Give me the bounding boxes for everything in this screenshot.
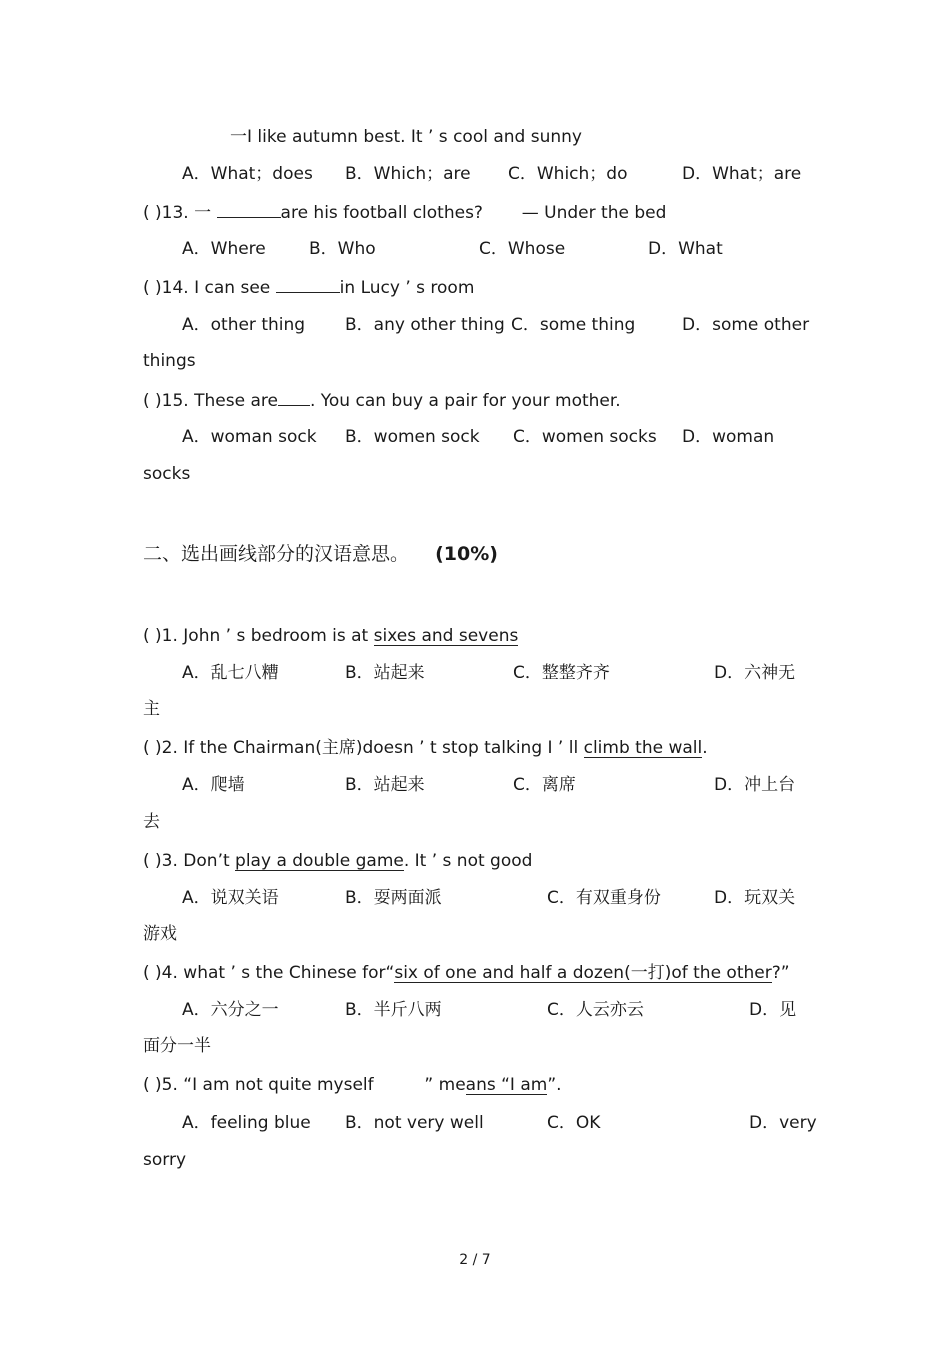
s2q1-paren: ( )1. <box>143 626 178 646</box>
s2q2-option-a: A．爬墙 <box>182 775 245 795</box>
s2q2-option-d: D．冲上台 <box>714 775 796 795</box>
q15-option-b: B．women sock <box>345 427 480 447</box>
s2q5-mid: ” me <box>424 1075 466 1095</box>
section-2-heading <box>143 542 498 566</box>
q13-paren: ( )13. <box>143 203 189 223</box>
s2q2-paren: ( )2. <box>143 738 178 758</box>
s2q2-option-d-wrap: 去 <box>143 812 160 832</box>
s2q3-option-c: C．有双重身份 <box>547 888 661 908</box>
q13-option-c: C．Whose <box>479 239 566 259</box>
q13-blank <box>217 201 281 218</box>
q15-option-c: C．women socks <box>513 427 657 447</box>
q15-blank <box>278 389 310 406</box>
s2q1-prefix: John ’ s bedroom is at <box>183 626 369 646</box>
page-number: 2 / 7 <box>459 1252 491 1268</box>
q13-reply: — Under the bed <box>521 203 667 223</box>
q14-option-a: A．other thing <box>182 315 306 335</box>
s2q5-option-d-wrap: sorry <box>143 1150 186 1170</box>
s2q4-prefix: what ’ s the Chinese for“ <box>183 963 395 983</box>
s2q5-option-c: C．OK <box>547 1113 601 1133</box>
q13-option-d: D．What <box>648 239 723 259</box>
q13-question <box>143 201 666 224</box>
s2q3-option-b: B．耍两面派 <box>345 888 442 908</box>
q14-paren: ( )14. <box>143 278 189 298</box>
q13-option-a: A．Where <box>182 239 266 259</box>
s2q4-option-c: C．人云亦云 <box>547 1000 644 1020</box>
s2q3-paren: ( )3. <box>143 851 178 871</box>
q13-suffix: are his football clothes? <box>280 203 483 223</box>
s2q2-option-b: B．站起来 <box>345 775 425 795</box>
q15-question <box>143 389 621 412</box>
section-2-percent: (10%) <box>435 543 498 565</box>
s2q5-underlined-phrase: ans “I am <box>465 1075 548 1095</box>
q14-option-b: B．any other thing <box>345 315 505 335</box>
q12-option-b: B．Which；are <box>345 164 471 184</box>
s2q5-option-a: A．feeling blue <box>182 1113 311 1133</box>
s2q1-underlined-phrase: sixes and sevens <box>373 626 519 646</box>
q14-question <box>143 276 474 299</box>
s2q1-option-c: C．整整齐齐 <box>513 663 610 683</box>
s2q1-option-b: B．站起来 <box>345 663 425 683</box>
s2q4-question <box>143 962 790 984</box>
q12-answer-line: 一I like autumn best. It ’ s cool and sunny <box>230 127 582 147</box>
s2q5-option-d: D．very <box>749 1113 817 1133</box>
q14-option-d: D．some other <box>682 315 810 335</box>
q14-option-c: C．some thing <box>511 315 636 335</box>
q15-paren: ( )15. <box>143 391 189 411</box>
s2q2-prefix: If the Chairman(主席)doesn ’ t stop talking I ’ ll <box>183 738 579 758</box>
s2q1-question <box>143 625 518 647</box>
s2q4-option-d-wrap: 面分一半 <box>143 1036 211 1056</box>
s2q5-suffix: ”. <box>547 1075 562 1095</box>
s2q3-option-d: D．玩双关 <box>714 888 796 908</box>
q15-option-a: A．woman sock <box>182 427 317 447</box>
s2q1-option-d: D．六神无 <box>714 663 796 683</box>
s2q3-suffix: . It ’ s not good <box>403 851 533 871</box>
q15-prefix: These are <box>194 391 278 411</box>
q15-option-d-wrap: socks <box>143 464 191 484</box>
s2q2-question <box>143 737 708 759</box>
s2q2-suffix: . <box>702 738 708 758</box>
s2q3-prefix: Don’t <box>183 851 230 871</box>
s2q4-paren: ( )4. <box>143 963 178 983</box>
s2q3-option-d-wrap: 游戏 <box>143 924 177 944</box>
q15-suffix: . You can buy a pair for your mother. <box>309 391 621 411</box>
q14-option-d-wrap: things <box>143 351 196 371</box>
q12-option-c: C．Which；do <box>508 164 628 184</box>
s2q4-option-b: B．半斤八两 <box>345 1000 442 1020</box>
q12-option-a: A．What；does <box>182 164 313 184</box>
s2q4-suffix: ?” <box>771 963 790 983</box>
s2q5-option-b: B．not very well <box>345 1113 484 1133</box>
s2q4-underlined-phrase: six of one and half a dozen(一打)of the other <box>394 963 772 983</box>
q14-blank <box>276 276 340 293</box>
q13-option-b: B．Who <box>309 239 376 259</box>
s2q3-underlined-phrase: play a double game <box>235 851 404 871</box>
s2q2-underlined-phrase: climb the wall <box>583 738 703 758</box>
s2q1-option-d-wrap: 主 <box>143 699 160 719</box>
s2q3-question <box>143 850 532 872</box>
s2q5-question <box>143 1074 562 1096</box>
s2q5-paren: ( )5. <box>143 1075 178 1095</box>
q13-prefix: 一 <box>194 203 212 223</box>
s2q4-option-a: A．六分之一 <box>182 1000 279 1020</box>
s2q2-option-c: C．离席 <box>513 775 576 795</box>
q12-option-d: D．What；are <box>682 164 802 184</box>
s2q4-option-d: D．见 <box>749 1000 797 1020</box>
q14-prefix: I can see <box>194 278 271 298</box>
s2q1-option-a: A．乱七八糟 <box>182 663 279 683</box>
s2q3-option-a: A．说双关语 <box>182 888 279 908</box>
section-2-title: 二、选出画线部分的汉语意思。 <box>143 543 410 565</box>
s2q5-prefix: “I am not quite myself <box>183 1075 374 1095</box>
q14-suffix: in Lucy ’ s room <box>339 278 475 298</box>
q15-option-d: D．woman <box>682 427 775 447</box>
